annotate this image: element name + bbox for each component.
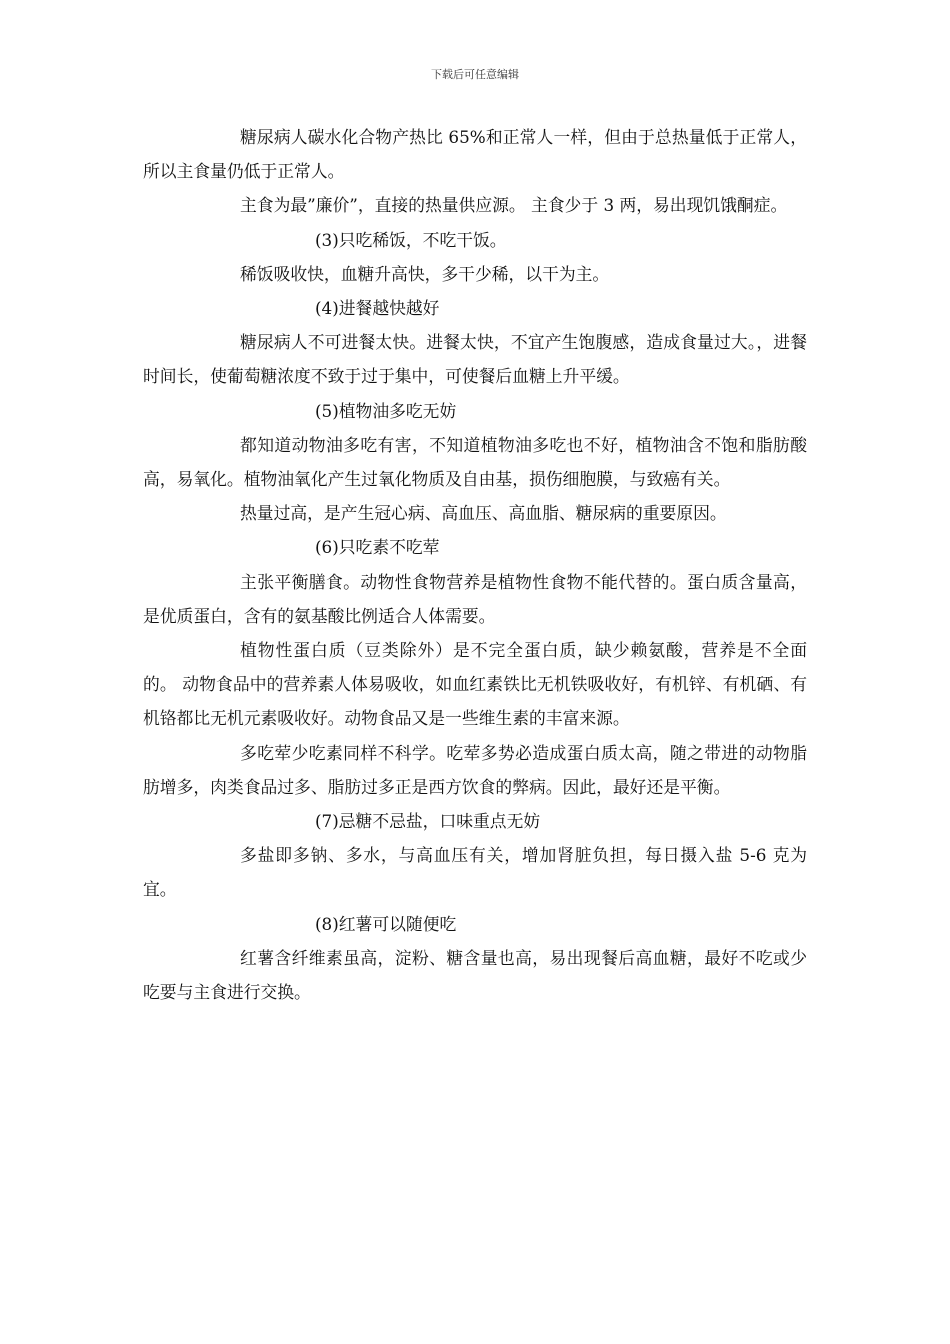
section-heading: (8)红薯可以随便吃 <box>315 913 457 934</box>
paragraph: 主食为最”廉价”，直接的热量供应源。 主食少于 3 两，易出现饥饿酮症。 <box>240 195 788 216</box>
document-body <box>143 120 807 1009</box>
paragraph: 热量过高，是产生冠心病、高血压、高血脂、糖尿病的重要原因。 <box>240 503 727 524</box>
section-heading: (4)进餐越快越好 <box>315 298 440 319</box>
paragraph: 糖尿病人碳水化合物产热比 65%和正常人一样，但由于总热量低于正常人，所以主食量仍低于正常人。 <box>143 127 807 182</box>
paragraph: 稀饭吸收快，血糖升高快，多干少稀，以干为主。 <box>240 263 610 284</box>
paragraph: 多盐即多钠、多水，与高血压有关，增加肾脏负担，每日摄入盐 5-6 克为宜。 <box>143 845 807 900</box>
paragraph: 植物性蛋白质（豆类除外）是不完全蛋白质，缺少赖氨酸，营养是不全面的。 动物食品中的营养素人体易吸收，如血红素铁比无机铁吸收好，有机锌、有机硒、有机铬都比无机元素吸收好。动物食品又是一些维生素的丰富来源。 <box>143 640 807 729</box>
section-heading: (6)只吃素不吃荤 <box>315 537 440 558</box>
paragraph: 红薯含纤维素虽高，淀粉、糖含量也高，易出现餐后高血糖，最好不吃或少吃要与主食进行交换。 <box>143 947 807 1003</box>
paragraph: 主张平衡膳食。动物性食物营养是植物性食物不能代替的。蛋白质含量高，是优质蛋白，含有的氨基酸比例适合人体需要。 <box>143 571 807 626</box>
section-heading: (5)植物油多吃无妨 <box>315 400 457 421</box>
section-heading: (3)只吃稀饭，不吃干饭。 <box>315 229 507 250</box>
paragraph: 都知道动物油多吃有害，不知道植物油多吃也不好，植物油含不饱和脂肪酸高，易氧化。植物油氧化产生过氧化物质及自由基，损伤细胞膜，与致癌有关。 <box>143 434 807 490</box>
paragraph: 多吃荤少吃素同样不科学。吃荤多势必造成蛋白质太高，随之带进的动物脂肪增多，肉类食品过多、脂肪过多正是西方饮食的弊病。因此，最好还是平衡。 <box>143 742 807 797</box>
section-heading: (7)忌糖不忌盐，口味重点无妨 <box>315 811 541 832</box>
paragraph: 糖尿病人不可进餐太快。进餐太快，不宜产生饱腹感，造成食量过大。，进餐时间长，使葡萄糖浓度不致于过于集中，可使餐后血糖上升平缓。 <box>143 332 807 387</box>
page-header: 下载后可任意编辑 <box>431 68 519 81</box>
